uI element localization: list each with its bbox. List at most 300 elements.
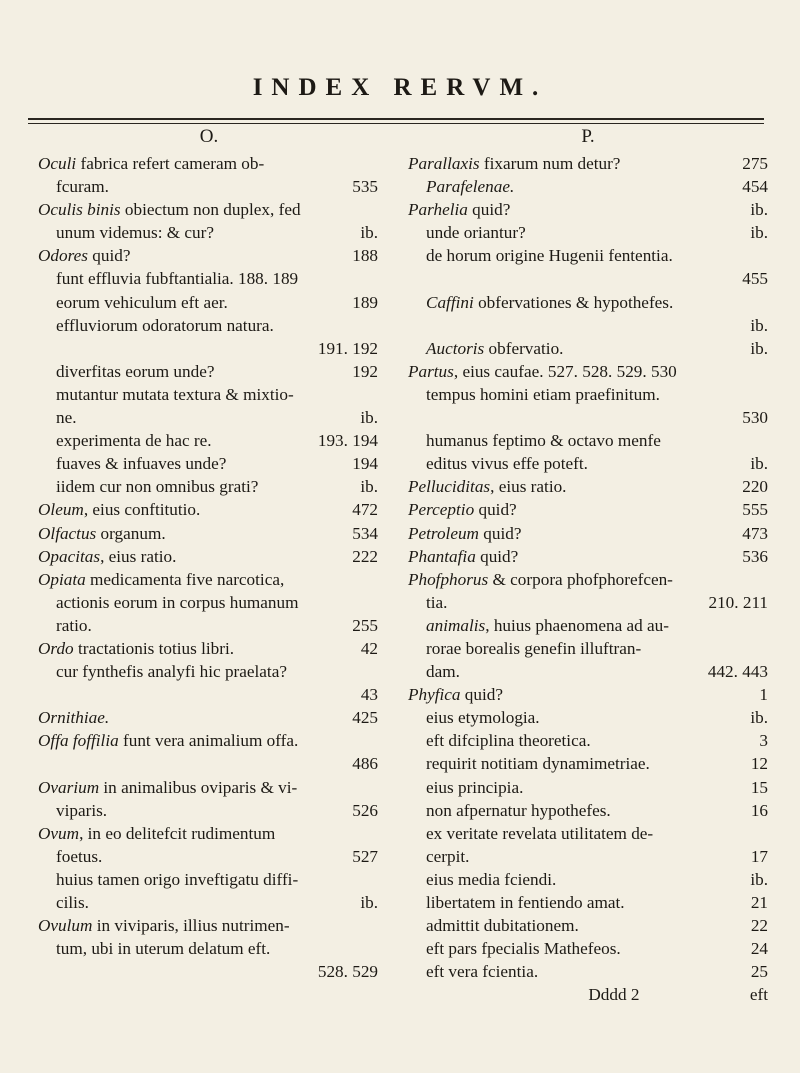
entry-text [38, 822, 275, 845]
index-line [38, 868, 378, 891]
entry-text [408, 198, 510, 221]
page-reference: 21 [750, 893, 768, 912]
headword: Ovarium [38, 777, 100, 797]
entry-gloss: tractationis totius libri. [73, 638, 235, 658]
entry-gloss: quid? [87, 246, 131, 266]
index-line [408, 614, 768, 637]
entry-text [408, 568, 673, 591]
entry-gloss: , huius phaenomena ad au- [485, 615, 669, 635]
index-line [408, 660, 768, 683]
entry-text [426, 822, 653, 845]
headword: Opacitas [38, 546, 101, 566]
page-reference: ib. [750, 315, 768, 335]
entry-text [426, 845, 469, 868]
entry-gloss: non afpernatur hypothefes. [426, 800, 611, 820]
entry-text [408, 475, 566, 498]
section-letter-o: O. [199, 126, 219, 147]
index-line [408, 475, 768, 498]
index-line [38, 683, 378, 706]
index-line [408, 683, 768, 706]
entry-gloss: medicamenta five narcotica, [85, 569, 285, 589]
index-line [38, 660, 378, 683]
entry-gloss: eft pars fpecialis Mathefeos. [426, 939, 621, 959]
index-line [408, 568, 768, 591]
entry-gloss: funt effluvia fubftantialia. 188. 189 [56, 269, 299, 289]
page-reference: ib. [360, 223, 378, 243]
entry-gloss: dam. [426, 662, 460, 682]
headword: Oculi [38, 154, 77, 173]
entry-gloss: viparis. [56, 800, 108, 820]
entry-text [38, 498, 200, 521]
page-reference [760, 822, 768, 845]
page-reference: 17 [750, 846, 768, 866]
entry-text [38, 637, 234, 660]
entry-text [56, 452, 226, 475]
page-reference: 16 [750, 800, 768, 820]
index-line [408, 868, 768, 891]
page-reference: 194 [352, 454, 378, 474]
entry-text [38, 568, 284, 591]
page-reference [370, 383, 378, 406]
page-reference: 189 [352, 292, 378, 312]
entry-text [56, 591, 299, 614]
entry-text [408, 360, 677, 383]
index-line [408, 937, 768, 960]
entry-gloss: , eius conftitutio. [83, 500, 201, 520]
index-line [38, 729, 378, 752]
index-line [38, 337, 378, 360]
entry-text [426, 429, 661, 452]
entry-gloss: eius principia. [426, 777, 524, 797]
entry-gloss: unum videmus: & cur? [56, 223, 215, 243]
page-reference: ib. [750, 338, 768, 358]
page-reference: 255 [352, 615, 378, 635]
headword: Pelluciditas [408, 477, 491, 497]
entry-gloss: rorae borealis genefin illuftran- [426, 638, 642, 658]
page-reference [370, 198, 378, 221]
index-line [38, 291, 378, 314]
page-reference: 442. 443 [707, 662, 768, 682]
entry-gloss: in animalibus oviparis & vi- [99, 777, 298, 797]
page-reference [370, 314, 378, 337]
page-reference: 534 [352, 523, 378, 543]
entry-gloss: ex veritate revelata utilitatem de- [426, 823, 654, 843]
entry-gloss: quid? [474, 500, 517, 520]
entry-gloss: eft difciplina theoretica. [426, 731, 591, 751]
page-reference: ib. [360, 893, 378, 912]
page-reference: 42 [360, 638, 378, 658]
index-line [408, 337, 768, 360]
page-reference: 24 [750, 939, 768, 959]
entry-text [426, 452, 588, 475]
page-reference: 43 [360, 685, 378, 705]
index-line [38, 914, 378, 937]
index-line [38, 498, 378, 521]
entry-text [56, 891, 89, 914]
index-line [38, 937, 378, 960]
page-reference: 222 [352, 546, 378, 566]
headword: Petroleum [408, 523, 479, 543]
index-line [38, 568, 378, 591]
index-line [408, 914, 768, 937]
index-line [38, 198, 378, 221]
right-column [408, 124, 768, 1006]
page-reference: ib. [750, 869, 768, 889]
page-reference [760, 291, 768, 314]
entry-gloss: humanus feptimo & octavo menfe [426, 431, 661, 451]
index-line [38, 845, 378, 868]
headword: Phyfica [408, 685, 461, 705]
index-line [38, 383, 378, 406]
entry-text [426, 383, 660, 406]
entry-text [408, 683, 503, 706]
page-reference [760, 244, 768, 267]
index-line [408, 591, 768, 614]
entry-gloss: quid? [478, 523, 522, 543]
entry-gloss: editus vivus effe poteft. [426, 454, 588, 474]
entry-gloss: fabrica refert cameram ob- [76, 154, 265, 173]
entry-gloss: actionis eorum in corpus humanum [56, 592, 299, 612]
index-line [38, 406, 378, 429]
signature-mark: Dddd 2 [588, 985, 640, 1005]
index-line [38, 360, 378, 383]
page-reference: 536 [742, 546, 768, 566]
headword: Partus [408, 361, 454, 381]
page-reference: 15 [750, 777, 768, 797]
page-reference: 275 [742, 154, 768, 173]
entry-text [38, 706, 109, 729]
left-entries [38, 152, 378, 983]
page-reference: 455 [742, 269, 768, 289]
index-line [408, 360, 768, 383]
entry-text [38, 729, 298, 752]
entry-text [56, 267, 298, 290]
page-reference: 530 [742, 408, 768, 428]
entry-gloss: quid? [460, 685, 503, 705]
entry-gloss: quid? [467, 200, 511, 220]
entry-gloss: organum. [96, 523, 166, 543]
entry-text [426, 914, 579, 937]
page-reference [370, 776, 378, 799]
entry-gloss: , eius caufae. 527. 528. 529. 530 [453, 361, 677, 381]
headword: Opiata [38, 569, 86, 589]
headword: animalis [426, 615, 486, 635]
index-line [38, 545, 378, 568]
index-line [38, 706, 378, 729]
page-reference [370, 660, 378, 683]
page-reference: 486 [352, 754, 378, 774]
entry-text [426, 660, 460, 683]
entry-text [426, 591, 447, 614]
entry-text [38, 545, 176, 568]
header-rule [28, 118, 764, 120]
index-line [408, 960, 768, 983]
page-reference [370, 568, 378, 591]
headword: Auctoris [426, 338, 485, 358]
page-reference: 425 [352, 708, 378, 728]
entry-gloss: eius etymologia. [426, 708, 540, 728]
entry-text [426, 221, 526, 244]
entry-gloss: ne. [56, 408, 77, 428]
entry-gloss: in viviparis, illius nutrimen- [92, 916, 290, 936]
entry-gloss: libertatem in fentiendo amat. [426, 893, 625, 912]
page-reference: ib. [750, 200, 768, 220]
index-line [408, 845, 768, 868]
index-line [38, 475, 378, 498]
entry-gloss: ratio. [56, 615, 92, 635]
page-reference: 526 [352, 800, 378, 820]
entry-gloss: eft vera fcientia. [426, 962, 539, 982]
page-reference: 473 [742, 523, 768, 543]
headword: Oleum [38, 500, 84, 520]
index-line [408, 452, 768, 475]
page-reference: 188 [352, 246, 378, 266]
headword: Perceptio [408, 500, 475, 520]
index-line [38, 614, 378, 637]
entry-text [56, 799, 107, 822]
entry-text [56, 406, 77, 429]
index-line [408, 891, 768, 914]
index-line [38, 891, 378, 914]
page-reference: 191. 192 [317, 338, 378, 358]
headword: Olfactus [38, 523, 97, 543]
entry-text [426, 337, 563, 360]
entry-text [426, 752, 650, 775]
page-reference [370, 914, 378, 937]
entry-text [38, 522, 166, 545]
page-reference: 3 [759, 731, 768, 751]
page-reference: 193. 194 [317, 431, 378, 451]
entry-text [56, 660, 287, 683]
index-line [38, 591, 378, 614]
entry-gloss: cur fynthefis analyfi hic praelata? [56, 662, 287, 682]
headword: Parhelia [408, 200, 468, 220]
headword: Phantafia [408, 546, 476, 566]
index-line [38, 267, 378, 290]
entry-text [56, 221, 214, 244]
entry-gloss: requirit notitiam dynamimetriae. [426, 754, 650, 774]
entry-gloss: tempus homini etiam praefinitum. [426, 384, 660, 404]
page-reference [760, 429, 768, 452]
entry-text [56, 314, 274, 337]
entry-text [56, 383, 294, 406]
index-line [408, 752, 768, 775]
headword: Ornithiae. [38, 708, 110, 728]
page-reference [760, 614, 768, 637]
page-reference: 472 [352, 500, 378, 520]
entry-text [426, 706, 540, 729]
entry-text [56, 475, 258, 498]
headword: Parallaxis [408, 154, 480, 173]
entry-text [426, 937, 621, 960]
entry-text [426, 637, 641, 660]
entry-text [38, 198, 301, 221]
entry-gloss: fcuram. [56, 177, 109, 197]
page-footer [408, 983, 768, 1006]
entry-text [38, 776, 297, 799]
index-line [408, 291, 768, 314]
entry-gloss: tia. [426, 592, 448, 612]
entry-text [56, 175, 109, 198]
page-reference: 528. 529 [317, 962, 378, 982]
entry-text [56, 360, 214, 383]
page-reference: 527 [352, 846, 378, 866]
page-reference [760, 360, 768, 383]
index-line [408, 383, 768, 406]
page-reference: ib. [750, 708, 768, 728]
entry-text [408, 152, 620, 175]
entry-gloss: obfervatio. [484, 338, 564, 358]
page-reference [760, 637, 768, 660]
index-line [408, 822, 768, 845]
index-line [408, 175, 768, 198]
page-reference: ib. [750, 223, 768, 243]
index-line [38, 822, 378, 845]
index-line [38, 960, 378, 983]
entry-text [426, 244, 673, 267]
entry-gloss: fuaves & infuaves unde? [56, 454, 227, 474]
headword: Odores [38, 246, 88, 266]
index-line [38, 752, 378, 775]
page-reference: 220 [742, 477, 768, 497]
headword: Ordo [38, 638, 74, 658]
entry-text [426, 799, 611, 822]
entry-gloss: fixarum num detur? [479, 154, 621, 173]
entry-gloss: quid? [475, 546, 519, 566]
page-reference: 454 [742, 177, 768, 197]
entry-gloss: foetus. [56, 846, 103, 866]
index-line [408, 545, 768, 568]
entry-text [56, 429, 212, 452]
entry-text [426, 891, 625, 914]
entry-text [56, 845, 102, 868]
page-reference [370, 591, 378, 614]
entry-text [56, 868, 298, 891]
entry-gloss: mutantur mutata textura & mixtio- [56, 384, 294, 404]
index-line [408, 637, 768, 660]
page-reference: 12 [750, 754, 768, 774]
entry-text [408, 498, 517, 521]
index-line [408, 799, 768, 822]
entry-gloss: , eius ratio. [490, 477, 567, 497]
headword: Caffini [426, 292, 474, 312]
page-reference [370, 152, 378, 175]
entry-gloss: eius media fciendi. [426, 869, 557, 889]
left-column [38, 124, 378, 983]
catchword: eft [749, 985, 768, 1005]
index-line [38, 429, 378, 452]
entry-text [426, 868, 556, 891]
entry-text [56, 291, 228, 314]
entry-text [426, 614, 669, 637]
entry-gloss: , eius ratio. [100, 546, 177, 566]
entry-gloss: cilis. [56, 893, 89, 912]
index-line [38, 152, 378, 175]
entry-gloss: iidem cur non omnibus grati? [56, 477, 259, 497]
headword: Parafelenae. [426, 177, 515, 197]
page-reference [370, 267, 378, 290]
page-reference: 192 [352, 361, 378, 381]
index-line [408, 314, 768, 337]
index-line [408, 522, 768, 545]
headword: Phofphorus [408, 569, 489, 589]
page-reference: 555 [742, 500, 768, 520]
page-reference: 1 [759, 685, 768, 705]
page-reference [370, 822, 378, 845]
page-reference: 22 [750, 916, 768, 936]
entry-gloss: unde oriantur? [426, 223, 526, 243]
index-line [38, 221, 378, 244]
entry-text [408, 522, 521, 545]
entry-text [426, 291, 673, 314]
entry-gloss: eorum vehiculum eft aer. [56, 292, 228, 312]
index-line [408, 429, 768, 452]
index-line [408, 198, 768, 221]
entry-text [426, 776, 523, 799]
entry-text [38, 244, 130, 267]
headword: Ovum [38, 823, 80, 843]
index-line [38, 244, 378, 267]
index-line [38, 452, 378, 475]
index-line [38, 314, 378, 337]
entry-gloss: obfervationes & hypothefes. [473, 292, 674, 312]
page-reference [760, 568, 768, 591]
page-reference: ib. [750, 454, 768, 474]
index-line [408, 244, 768, 267]
index-line [38, 175, 378, 198]
entry-text [56, 937, 270, 960]
index-line [408, 406, 768, 429]
page-reference [370, 868, 378, 891]
entry-gloss: diverfitas eorum unde? [56, 361, 215, 381]
entry-gloss: funt vera animalium offa. [118, 731, 299, 751]
entry-gloss: , in eo delitefcit rudimentum [79, 823, 276, 843]
page-reference [760, 383, 768, 406]
index-line [408, 706, 768, 729]
running-head: INDEX RERVM. [252, 74, 548, 101]
entry-gloss: admittit dubitationem. [426, 916, 579, 936]
index-line [408, 729, 768, 752]
index-line [408, 498, 768, 521]
entry-text [426, 175, 514, 198]
entry-gloss: obiectum non duplex, fed [120, 200, 301, 220]
index-line [38, 637, 378, 660]
entry-text [38, 152, 264, 175]
entry-text [426, 960, 538, 983]
entry-gloss: effluviorum odoratorum natura. [56, 315, 274, 335]
index-line [38, 522, 378, 545]
index-line [408, 221, 768, 244]
page-reference: 210. 211 [708, 592, 768, 612]
page-reference: 535 [352, 177, 378, 197]
section-letter-p: P. [581, 126, 595, 147]
entry-gloss: de horum origine Hugenii fententia. [426, 246, 673, 266]
entry-gloss: tum, ubi in uterum delatum eft. [56, 939, 271, 959]
index-line [38, 799, 378, 822]
page-reference: ib. [360, 408, 378, 428]
entry-gloss: experimenta de hac re. [56, 431, 212, 451]
entry-gloss: cerpit. [426, 846, 470, 866]
index-line [408, 776, 768, 799]
right-entries [408, 152, 768, 983]
index-line [38, 776, 378, 799]
page-reference [370, 729, 378, 752]
entry-text [56, 614, 92, 637]
index-line [408, 267, 768, 290]
headword: Offa foffilia [38, 731, 119, 751]
entry-text [38, 914, 290, 937]
entry-gloss: huius tamen origo inveftigatu diffi- [56, 869, 299, 889]
